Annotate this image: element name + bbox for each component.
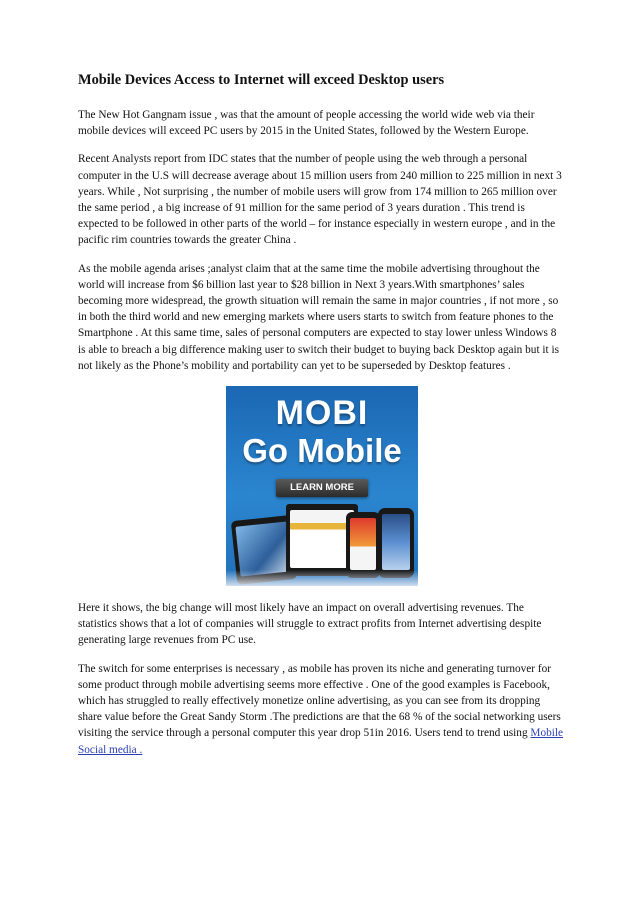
paragraph-5 [78,661,564,758]
phone-device-icon [378,508,414,578]
ad-headline: MOBI [275,394,369,433]
smartphone-device-icon [346,512,380,578]
document-page [78,72,564,770]
ad-subheadline: Go Mobile [242,432,402,470]
paragraph-4: Here it shows, the big change will most likely have an impact on overall advertising revenues. The statistics shows that a lot of companies will struggle to extract profits from Internet advertising despite generating large revenues from PC use. [78,602,542,647]
paragraph-3: As the mobile agenda arises ;analyst claim that at the same time the mobile advertising throughout the world will increase from $6 billion last year to $28 billion in Next 3 years.With smartphones’ sales becoming more widespread, the growth situation will remain the same in major countries , if not more , so in both the third world and new emerging markets where users starts to switch from feature phones to the Smartphone . At this same time, sales of personal computers are expected to stay lower unless Windows 8 is able to breach a big difference making user to switch their budget to buying back Desktop again but it is not likely as the Phone’s mobility and portability can yet to be superseded by Desktop features . [78,262,560,372]
learn-more-button[interactable]: LEARN MORE [276,479,368,497]
mobile-social-media-link[interactable]: Mobile Social media . [78,727,564,756]
ad-reflection [226,570,418,586]
tablet-screen [235,521,292,576]
paragraph-5-text: The switch for some enterprises is necessary , as mobile has proven its niche and generating turnover for some product through mobile advertising seems more effective . One of the good examples is Facebook, which has struggled to really effectively monetize online advertising, as you can see from its dropping share value before the Great Sandy Storm .The predictions are that the 68 % of the social networking users visiting the service through a personal computer this year drop 51in 2016. Users tend to trend using [78,662,561,740]
phone-screen [382,514,410,570]
paragraph-1: The New Hot Gangnam issue , was that the amount of people accessing the world wide web via their mobile devices will exceed PC users by 2015 in the United States, followed by the Western Europe. [78,109,535,138]
page-title: Mobile Devices Access to Internet will exceed Desktop users [78,72,445,88]
mobi-go-mobile-ad-banner[interactable] [226,386,418,586]
laptop-screen [290,510,354,568]
paragraph-2: Recent Analysts report from IDC states that the number of people using the web through a personal computer in the U.S will decrease average about 15 million users from 240 million to 225 million in next 3 years. While , Not surprising , the number of mobile users will grow from 174 million to 265 million over the same period , a big increase of 91 million for the same period of 3 years duration . This trend is expected to be followed in other parts of the world – for instance especially in western europe , and in the pacific rim countries towards the greater China . [78,153,562,247]
smartphone-screen [350,518,376,570]
